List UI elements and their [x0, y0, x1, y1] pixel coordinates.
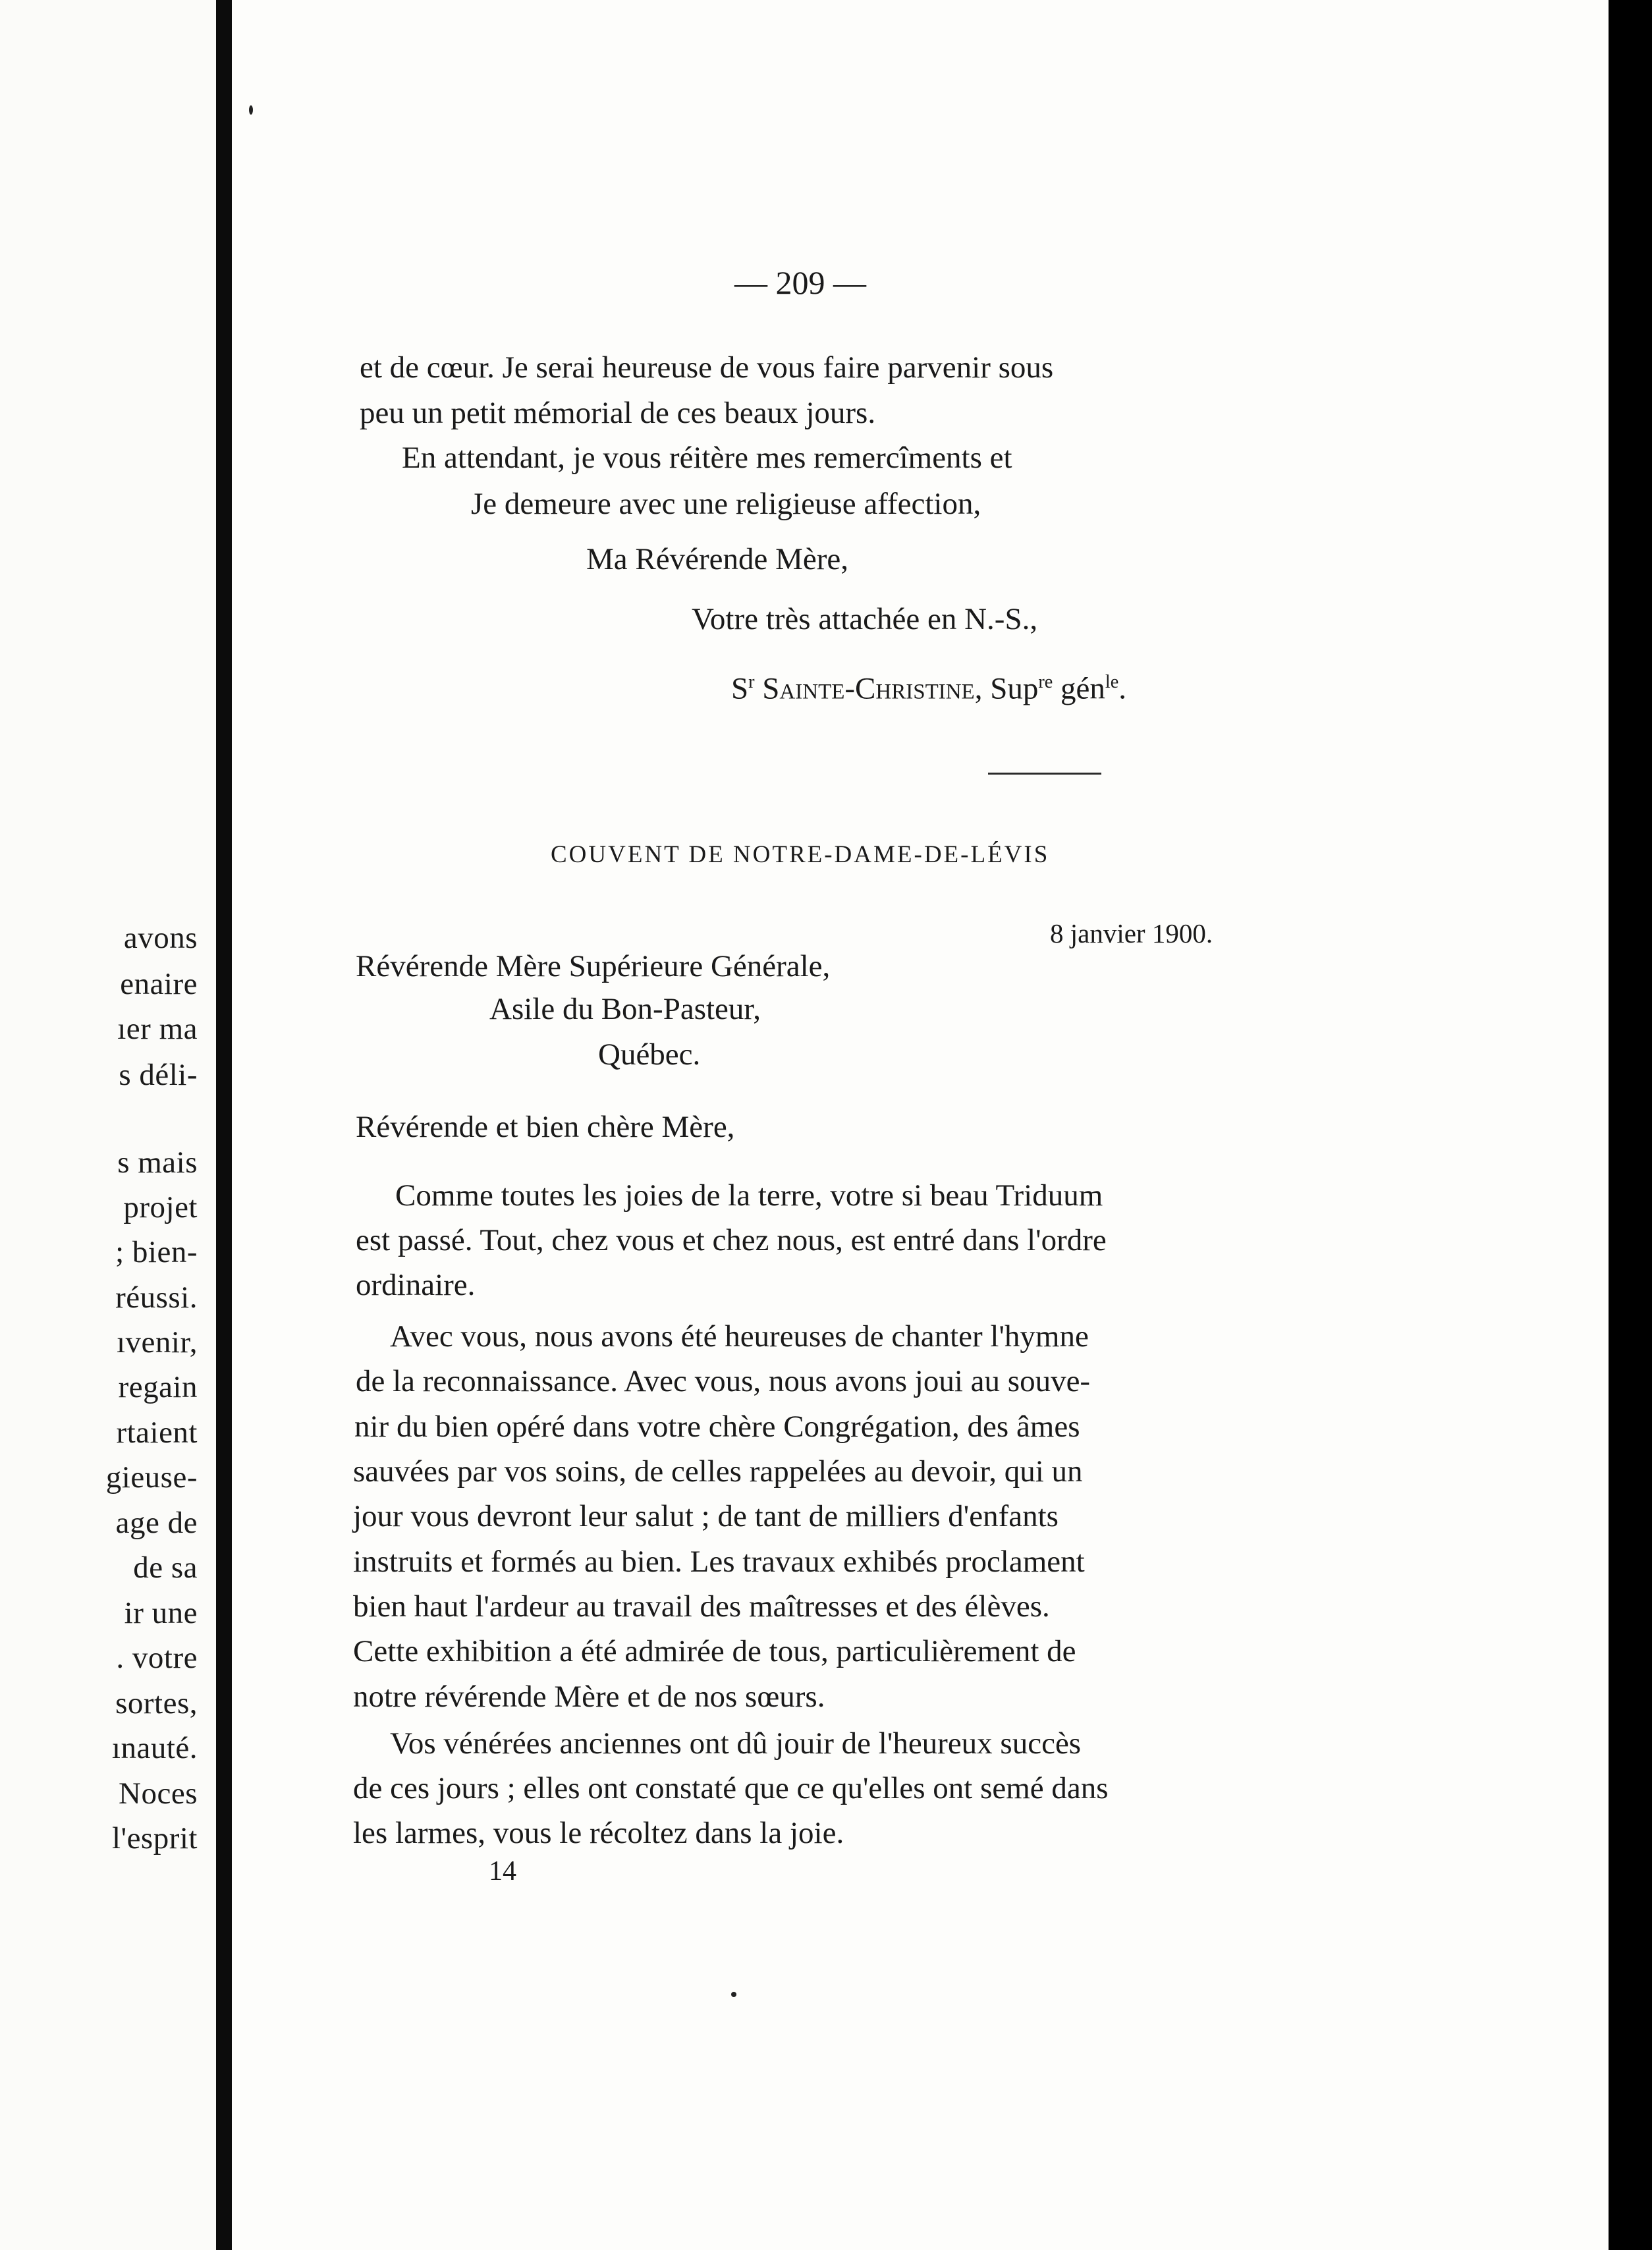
body-line: de la reconnaissance. Avec vous, nous avons joui au souve-: [356, 1364, 1091, 1398]
facing-line: age de: [115, 1506, 198, 1540]
letter-line: peu un petit mémorial de ces beaux jours.: [360, 396, 876, 430]
scan-speck: [249, 105, 253, 115]
address-line: Asile du Bon-Pasteur,: [489, 992, 761, 1026]
body-line: Vos vénérées anciennes ont dû jouir de l'heureux succès: [390, 1726, 1082, 1761]
body-line: instruits et formés au bien. Les travaux exhibés proclament: [353, 1545, 1085, 1579]
body-line: Cette exhibition a été admirée de tous, particulièrement de: [353, 1634, 1076, 1668]
sig-end: .: [1118, 671, 1126, 706]
salutation: Révérende et bien chère Mère,: [356, 1110, 735, 1144]
facing-line: gieuse-: [105, 1460, 198, 1495]
facing-line: . votre: [116, 1641, 198, 1675]
body-line: est passé. Tout, chez vous et chez nous, est entré dans l'ordre: [356, 1223, 1107, 1257]
facing-page-fragment: [0, 0, 216, 2250]
scan-speck: [731, 1992, 736, 1997]
facing-line: ir une: [124, 1596, 198, 1630]
section-header: COUVENT DE NOTRE-DAME-DE-LÉVIS: [551, 841, 1050, 868]
facing-line: projet: [123, 1190, 198, 1224]
signature-mark: 14: [489, 1856, 516, 1886]
letter-line: et de cœur. Je serai heureuse de vous faire parvenir sous: [360, 350, 1054, 385]
facing-line: ; bien-: [115, 1235, 198, 1269]
book-gutter: [216, 0, 232, 2250]
facing-line: avons: [123, 921, 198, 955]
facing-line: sortes,: [115, 1686, 198, 1720]
facing-line: s mais: [117, 1145, 198, 1180]
page-number: — 209 —: [734, 264, 866, 301]
letter-closing: Votre très attachée en N.-S.,: [692, 602, 1038, 636]
sig-title2: gén: [1053, 671, 1105, 706]
letter-line: Je demeure avec une religieuse affection,: [471, 487, 981, 521]
body-line: Avec vous, nous avons été heureuses de chanter l'hymne: [390, 1319, 1089, 1354]
facing-line: Noces: [119, 1776, 198, 1811]
facing-line: regain: [118, 1370, 198, 1404]
body-line: sauvées par vos soins, de celles rappelées au devoir, qui un: [353, 1454, 1083, 1489]
facing-line: ıvenir,: [117, 1325, 198, 1359]
body-line: notre révérende Mère et de nos sœurs.: [353, 1680, 825, 1714]
sig-title1-sup: re: [1038, 672, 1053, 692]
sig-prefix-sup: r: [748, 672, 755, 692]
facing-line: réussi.: [115, 1280, 198, 1315]
letter-line: En attendant, je vous réitère mes remercîments et: [402, 441, 1012, 475]
body-line: les larmes, vous le récoltez dans la joie.: [353, 1816, 844, 1850]
letter-signature: [731, 673, 1126, 705]
body-line: ordinaire.: [356, 1268, 476, 1302]
facing-line: ıer ma: [117, 1012, 198, 1046]
sig-title2-sup: le: [1105, 672, 1119, 692]
facing-line: rtaient: [116, 1415, 198, 1450]
address-line: Québec.: [598, 1037, 701, 1072]
sig-prefix: S: [731, 671, 749, 706]
body-line: de ces jours ; elles ont constaté que ce qu'elles ont semé dans: [353, 1771, 1109, 1805]
sig-title1: , Sup: [974, 671, 1039, 706]
letter-closing: Ma Révérende Mère,: [586, 542, 849, 576]
facing-line: enaire: [120, 967, 198, 1001]
facing-line: l'esprit: [112, 1821, 198, 1855]
address-line: Révérende Mère Supérieure Générale,: [356, 949, 831, 983]
body-line: nir du bien opéré dans votre chère Congrégation, des âmes: [354, 1410, 1080, 1444]
page-209: [232, 0, 1609, 2250]
sig-name: Sainte-Christine: [762, 671, 975, 706]
letter-date: 8 janvier 1900.: [1050, 918, 1213, 948]
body-line: jour vous devront leur salut ; de tant de milliers d'enfants: [353, 1499, 1059, 1533]
facing-line: de sa: [133, 1550, 198, 1585]
facing-line: s déli-: [119, 1058, 198, 1092]
section-divider: [988, 773, 1101, 775]
facing-line: ınauté.: [111, 1731, 198, 1765]
body-line: Comme toutes les joies de la terre, votre si beau Triduum: [395, 1178, 1103, 1213]
body-line: bien haut l'ardeur au travail des maîtresses et des élèves.: [353, 1589, 1050, 1624]
